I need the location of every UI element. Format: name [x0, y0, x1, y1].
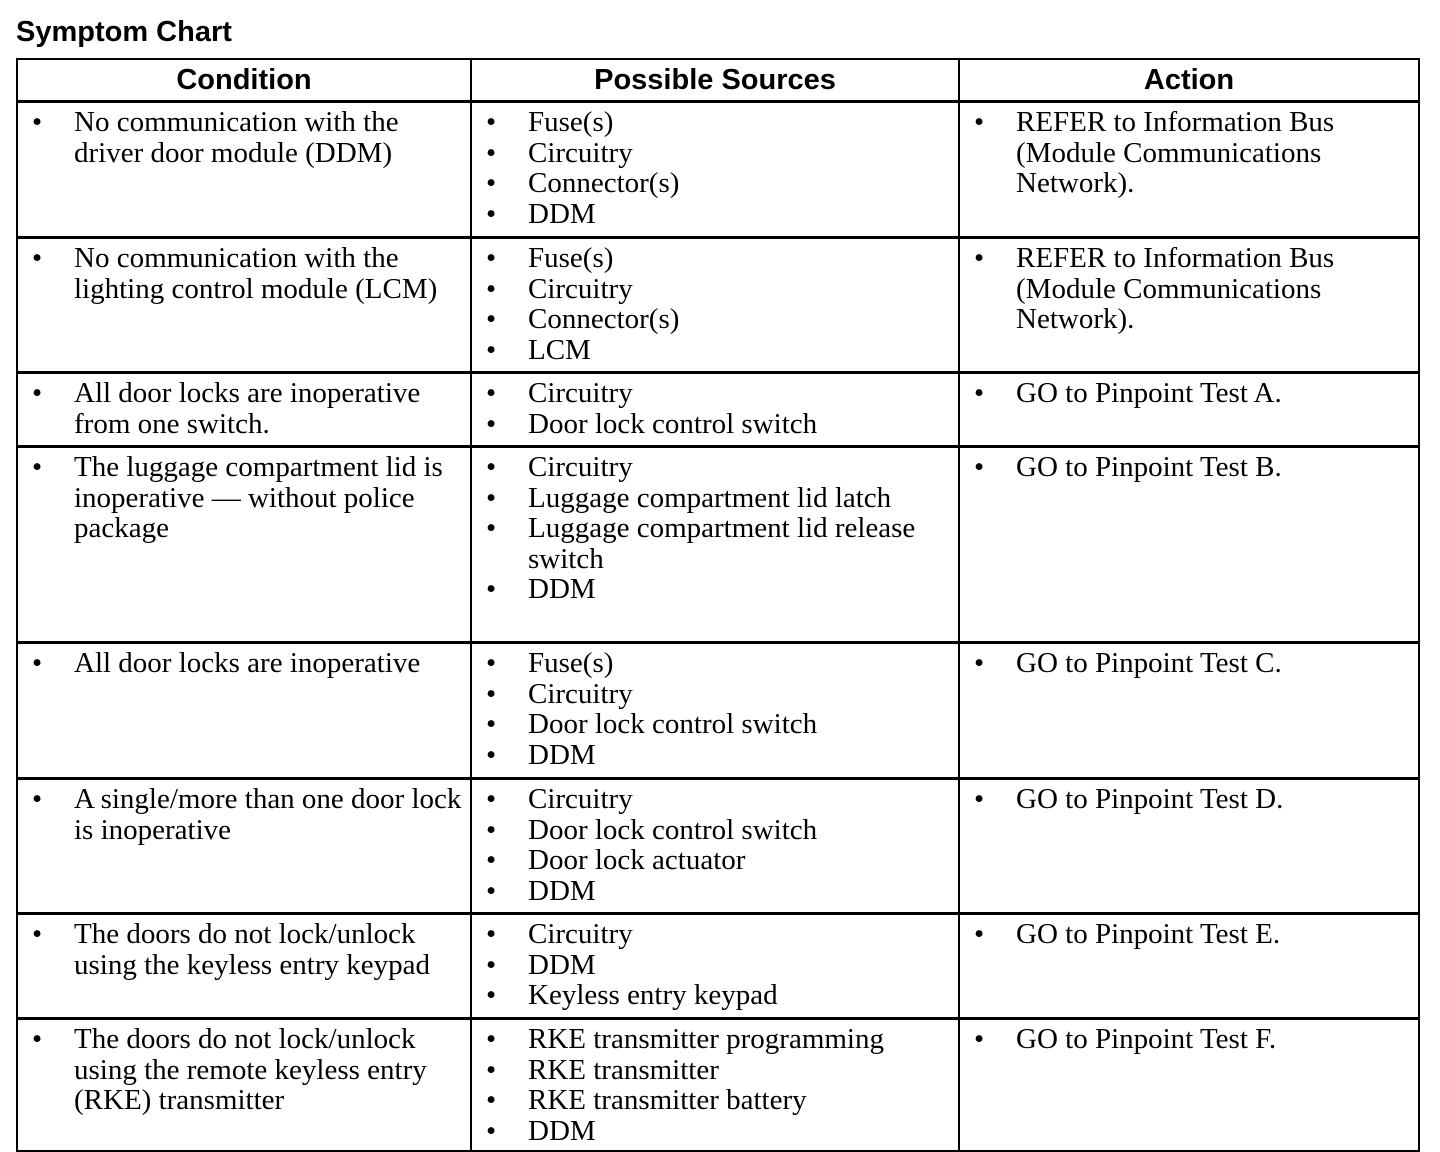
table-row [17, 447, 1419, 643]
source-item: • DDM [486, 876, 950, 907]
source-item: • RKE transmitter battery [486, 1085, 950, 1116]
action-cell [959, 914, 1419, 1019]
source-item: • Fuse(s) [486, 243, 950, 274]
condition-header: Condition [17, 59, 471, 102]
condition-cell [17, 102, 471, 238]
action-header: Action [959, 59, 1419, 102]
action-item: • GO to Pinpoint Test F. [974, 1024, 1410, 1055]
action-item: • GO to Pinpoint Test C. [974, 648, 1410, 679]
source-item: • Circuitry [486, 784, 950, 815]
action-cell [959, 447, 1419, 643]
source-item: • Circuitry [486, 274, 950, 305]
condition-cell [17, 643, 471, 779]
condition-item: • All door locks are inoperative [32, 648, 462, 679]
source-item: • RKE transmitter programming [486, 1024, 950, 1055]
condition-item: • The doors do not lock/unlock using the keyless entry keypad [32, 919, 462, 980]
sources-cell [471, 102, 959, 238]
condition-item: • The luggage compartment lid is inoperative — without police package [32, 452, 462, 544]
sources-cell [471, 914, 959, 1019]
source-item: • Circuitry [486, 679, 950, 710]
sources-cell [471, 238, 959, 373]
action-cell [959, 102, 1419, 238]
action-cell [959, 1019, 1419, 1152]
source-item: • DDM [486, 740, 950, 771]
action-cell [959, 779, 1419, 914]
source-item: • Door lock actuator [486, 845, 950, 876]
table-row [17, 102, 1419, 238]
source-item: • Fuse(s) [486, 107, 950, 138]
condition-item: • The doors do not lock/unlock using the remote keyless entry (RKE) transmitter [32, 1024, 462, 1116]
symptom-table [16, 58, 1420, 1152]
possible-sources-header: Possible Sources [471, 59, 959, 102]
source-item: • Connector(s) [486, 304, 950, 335]
sources-cell [471, 779, 959, 914]
source-item: • Door lock control switch [486, 409, 950, 440]
source-item: • DDM [486, 1116, 950, 1147]
source-item: • Keyless entry keypad [486, 980, 950, 1011]
sources-cell [471, 1019, 959, 1152]
table-row [17, 373, 1419, 447]
source-item: • RKE transmitter [486, 1055, 950, 1086]
sources-cell [471, 373, 959, 447]
source-item: • Circuitry [486, 378, 950, 409]
action-cell [959, 643, 1419, 779]
action-cell [959, 238, 1419, 373]
source-item: • DDM [486, 199, 950, 230]
condition-cell [17, 447, 471, 643]
condition-item: • A single/more than one door lock is inoperative [32, 784, 462, 845]
condition-cell [17, 238, 471, 373]
condition-cell [17, 914, 471, 1019]
source-item: • Luggage compartment lid latch [486, 483, 950, 514]
source-item: • DDM [486, 950, 950, 981]
sources-cell [471, 643, 959, 779]
condition-item: • All door locks are inoperative from one switch. [32, 378, 462, 439]
source-item: • Circuitry [486, 138, 950, 169]
action-cell [959, 373, 1419, 447]
page-title: Symptom Chart [16, 16, 232, 48]
sources-cell [471, 447, 959, 643]
action-item: • GO to Pinpoint Test B. [974, 452, 1410, 483]
action-item: • GO to Pinpoint Test A. [974, 378, 1410, 409]
source-item: • Door lock control switch [486, 815, 950, 846]
table-row [17, 1019, 1419, 1152]
source-item: • Door lock control switch [486, 709, 950, 740]
source-item: • LCM [486, 335, 950, 366]
condition-item: • No communication with the lighting control module (LCM) [32, 243, 462, 304]
action-item: • GO to Pinpoint Test D. [974, 784, 1410, 815]
source-item: • Circuitry [486, 452, 950, 483]
source-item: • Connector(s) [486, 168, 950, 199]
condition-cell [17, 779, 471, 914]
table-row [17, 643, 1419, 779]
header-row [17, 59, 1419, 102]
action-item: • REFER to Information Bus (Module Communications Network). [974, 243, 1410, 335]
table-row [17, 779, 1419, 914]
source-item: • Fuse(s) [486, 648, 950, 679]
table-row [17, 238, 1419, 373]
condition-cell [17, 1019, 471, 1152]
condition-item: • No communication with the driver door module (DDM) [32, 107, 462, 168]
source-item: • DDM [486, 574, 950, 605]
source-item: • Circuitry [486, 919, 950, 950]
table-row [17, 914, 1419, 1019]
condition-cell [17, 373, 471, 447]
source-item: • Luggage compartment lid release switch [486, 513, 950, 574]
action-item: • GO to Pinpoint Test E. [974, 919, 1410, 950]
action-item: • REFER to Information Bus (Module Communications Network). [974, 107, 1410, 199]
